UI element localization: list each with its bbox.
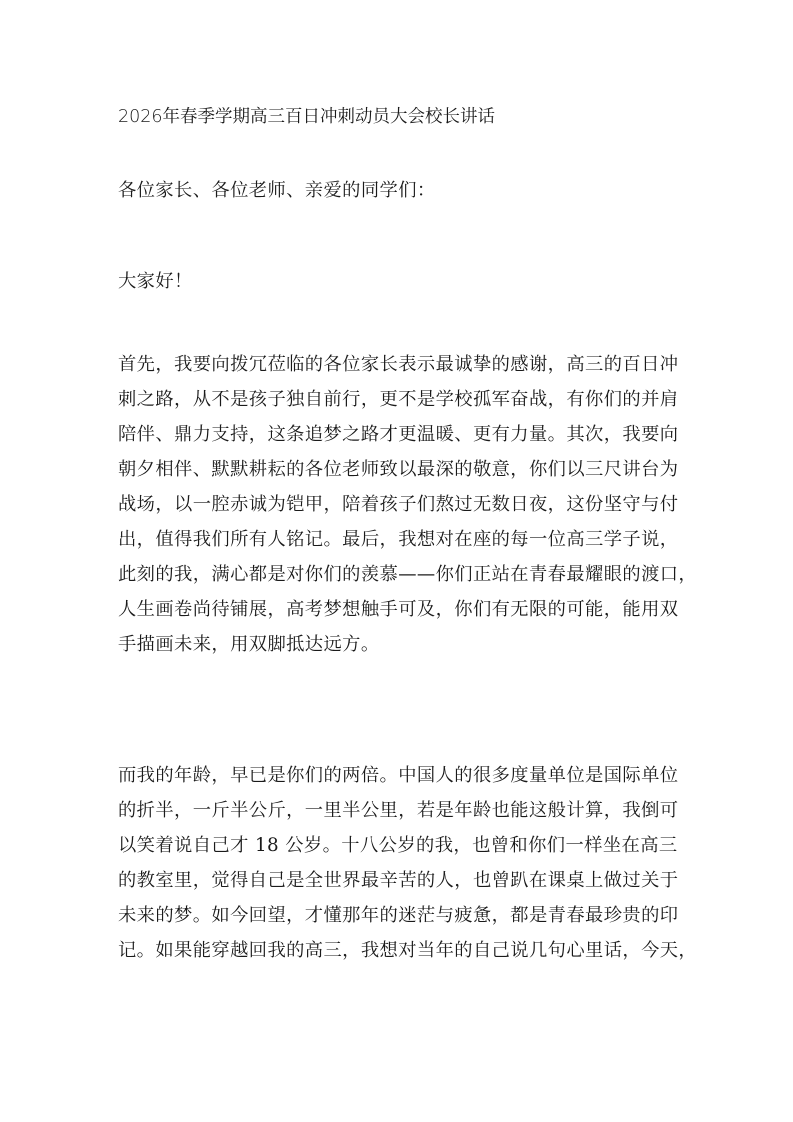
paragraph-line: 朝夕相伴、默默耕耘的各位老师致以最深的敬意，你们以三尺讲台为 <box>118 459 679 480</box>
paragraph-line: 此刻的我，满心都是对你们的羡慕——你们正站在青春最耀眼的渡口， <box>118 564 698 585</box>
paragraph-line: 的折半，一斤半公斤，一里半公里，若是年龄也能这般计算，我倒可 <box>118 800 679 821</box>
paragraph-line: 人生画卷尚待铺展，高考梦想触手可及，你们有无限的可能，能用双 <box>118 599 679 620</box>
paragraph-line: 手描画未来，用双脚抵达远方。 <box>118 634 380 655</box>
paragraph-line: 记。如果能穿越回我的高三，我想对当年的自己说几句心里话，今天， <box>118 940 698 961</box>
salutation: 各位家长、各位老师、亲爱的同学们： <box>118 180 436 201</box>
paragraph-line: 的教室里，觉得自己是全世界最辛苦的人，也曾趴在课桌上做过关于 <box>118 870 679 891</box>
paragraph-line: 刺之路，从不是孩子独自前行，更不是学校孤军奋战，有你们的并肩 <box>118 389 679 410</box>
paragraph-line: 未来的梦。如今回望，才懂那年的迷茫与疲惫，都是青春最珍贵的印 <box>118 905 679 926</box>
paragraph-line: 首先，我要向拨冗莅临的各位家长表示最诚挚的感谢，高三的百日冲 <box>118 354 679 375</box>
paragraph-line: 以笑着说自己才 18 公岁。十八公岁的我，也曾和你们一样坐在高三 <box>118 835 678 856</box>
paragraph-line: 战场，以一腔赤诚为铠甲，陪着孩子们熬过无数日夜，这份坚守与付 <box>118 494 679 515</box>
greeting: 大家好！ <box>118 271 193 292</box>
document-title: 2026年春季学期高三百日冲刺动员大会校长讲话 <box>118 107 496 127</box>
paragraph-line: 陪伴、鼎力支持，这条追梦之路才更温暖、更有力量。其次，我要向 <box>118 424 679 445</box>
paragraph-line: 而我的年龄，早已是你们的两倍。中国人的很多度量单位是国际单位 <box>118 765 679 786</box>
paragraph-line: 出，值得我们所有人铭记。最后，我想对在座的每一位高三学子说， <box>118 529 679 550</box>
